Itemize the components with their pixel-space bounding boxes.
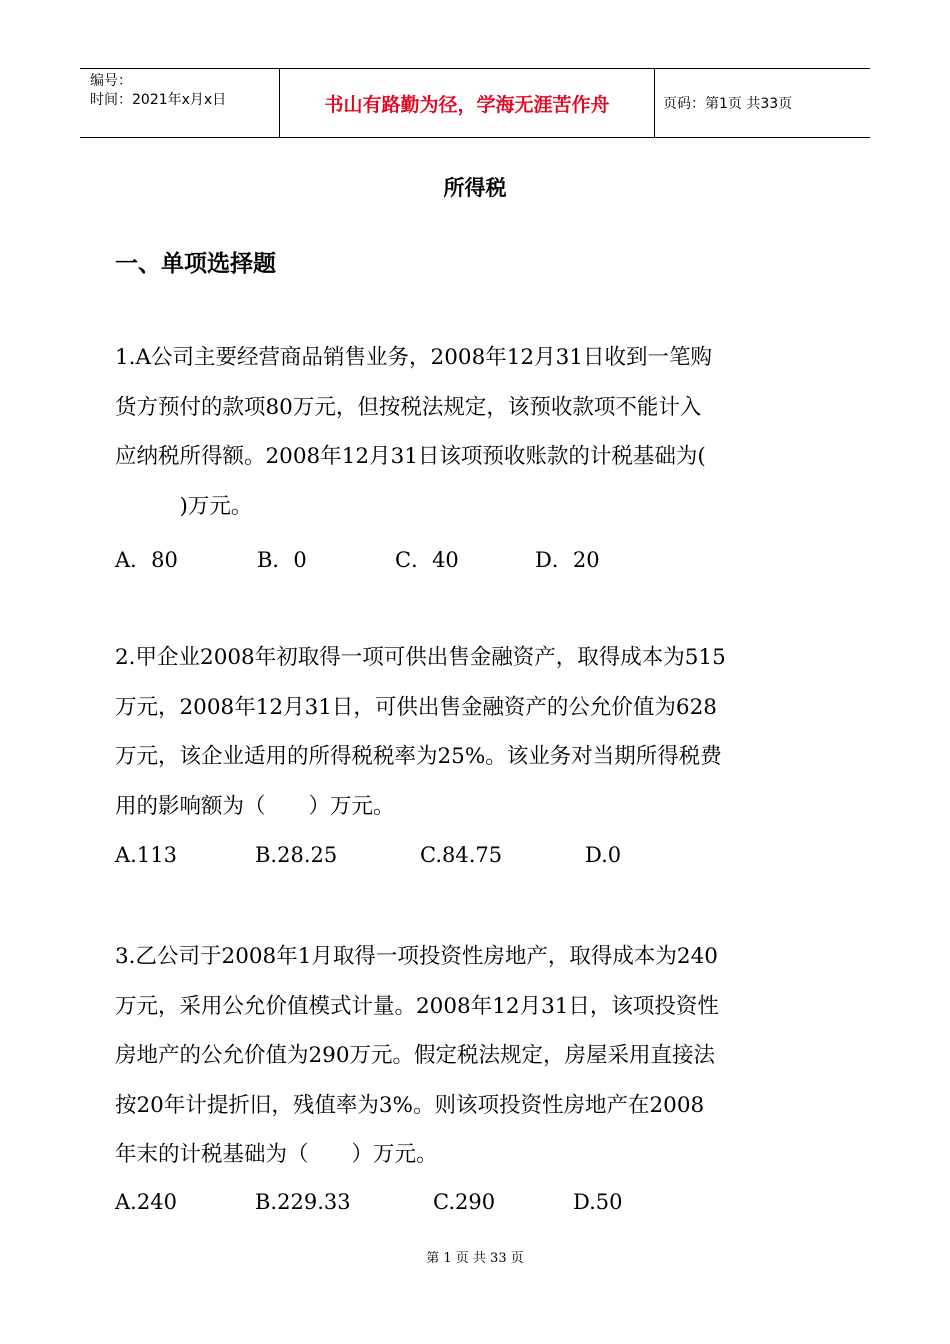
document-title: 所得税 [443, 176, 507, 200]
question-2 [115, 633, 840, 831]
motto: 书山有路勤为径，学海无涯苦作舟 [280, 69, 655, 137]
option-c: C．40 [395, 548, 459, 572]
option-c: C.84.75 [420, 843, 503, 867]
question-line: 万元，采用公允价值模式计量。2008年12月31日，该项投资性 [115, 993, 719, 1019]
question-line: 用的影响额为（ ）万元。 [115, 793, 395, 819]
question-1 [115, 333, 840, 531]
question-3 [115, 932, 840, 1180]
option-b: B．0 [257, 548, 307, 572]
option-a: A.240 [115, 1190, 177, 1214]
question-line: 3.乙公司于2008年1月取得一项投资性房地产，取得成本为240 [115, 944, 718, 969]
option-c: C.290 [433, 1190, 496, 1214]
option-b: B.28.25 [255, 843, 338, 867]
option-d: D．20 [535, 548, 600, 572]
option-b: B.229.33 [255, 1190, 351, 1214]
question-3-options [115, 1190, 840, 1220]
time-label: 时间：2021年x月x日 [90, 92, 227, 108]
option-d: D.50 [573, 1190, 623, 1214]
header-meta-cell [80, 69, 280, 137]
question-2-options [115, 843, 840, 873]
header-table [80, 68, 870, 138]
option-a: A．80 [115, 548, 178, 572]
question-line: 万元，2008年12月31日，可供出售金融资产的公允价值为628 [115, 694, 717, 720]
number-label: 编号： [90, 73, 132, 89]
section-heading: 一、单项选择题 [115, 251, 276, 277]
question-line: 按20年计提折旧，残值率为3%。则该项投资性房地产在2008 [115, 1092, 705, 1118]
option-a: A.113 [115, 843, 177, 867]
question-line: 货方预付的款项80万元，但按税法规定，该预收款项不能计入 [115, 394, 702, 420]
option-d: D.0 [585, 843, 622, 867]
question-line: 2.甲企业2008年初取得一项可供出售金融资产，取得成本为515 [115, 645, 726, 670]
page-footer: 第 1 页 共 33 页 [426, 1251, 524, 1266]
question-line: 房地产的公允价值为290万元。假定税法规定，房屋采用直接法 [115, 1043, 716, 1068]
question-line: 1.A公司主要经营商品销售业务，2008年12月31日收到一笔购 [115, 345, 712, 370]
page-label: 页码：第1页 共33页 [663, 96, 793, 112]
question-line: 万元，该企业适用的所得税税率为25%。该业务对当期所得税费 [115, 744, 722, 769]
question-line: )万元。 [115, 493, 253, 519]
question-1-options [115, 544, 840, 574]
question-line: 年末的计税基础为（ ）万元。 [115, 1142, 438, 1167]
question-line: 应纳税所得额。2008年12月31日该项预收账款的计税基础为( [115, 444, 706, 469]
